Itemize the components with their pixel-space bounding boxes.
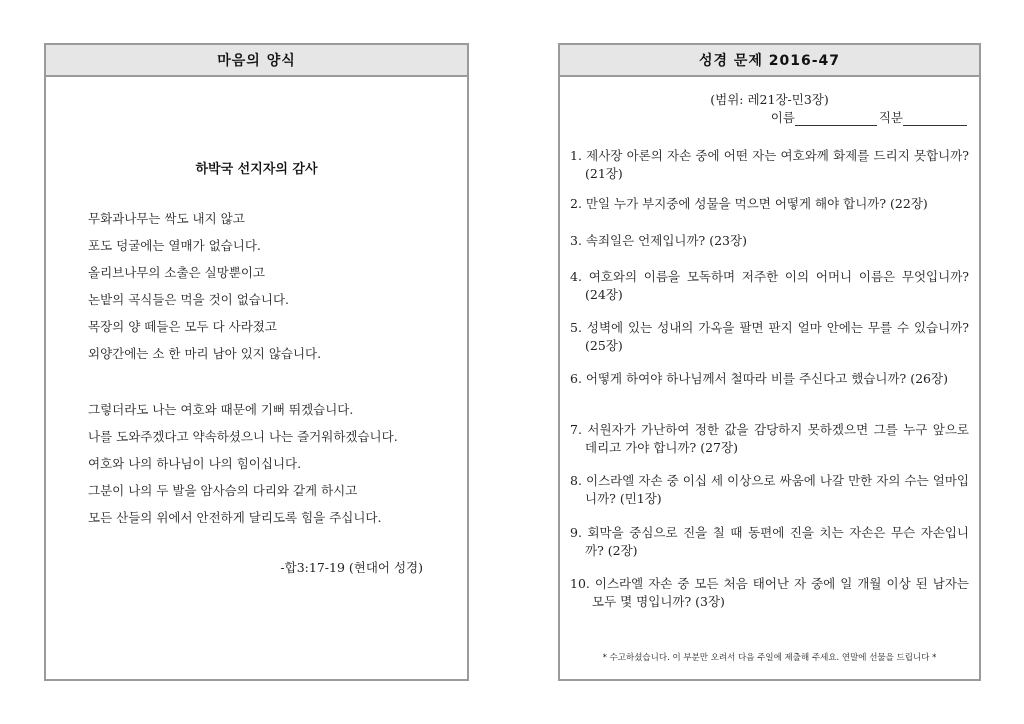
- poem-line: 여호와 나의 하나님이 나의 힘이십니다.: [88, 456, 302, 471]
- poem-line: 포도 덩굴에는 열매가 없습니다.: [88, 238, 261, 253]
- poem-line: 목장의 양 떼들은 모두 다 사라졌고: [88, 319, 277, 334]
- quiz-panel: [558, 43, 981, 681]
- poem-line: 모든 산들의 위에서 안전하게 달리도록 힘을 주십니다.: [88, 510, 382, 525]
- poem-line: 나를 도와주겠다고 약속하셨으니 나는 즐거워하겠습니다.: [88, 429, 398, 444]
- poem-line: 무화과나무는 싹도 내지 않고: [88, 211, 245, 226]
- question-item: 10. 이스라엘 자손 중 모든 처음 태어난 자 중에 일 개월 이상 된 남자는 모두 몇 명입니까? (3장): [570, 576, 969, 609]
- scripture-citation: -합3:17-19 (현대어 성경): [280, 560, 423, 575]
- devotion-panel: [44, 43, 469, 681]
- position-label: 직분: [878, 110, 903, 125]
- submission-note: * 수고하셨습니다. 이 부분만 오려서 다음 주일에 제출해 주세요. 연말에 선물을 드립니다 *: [602, 653, 937, 663]
- name-label: 이름: [770, 110, 795, 125]
- question-item: 7. 서원자가 가난하여 정한 값을 감당하지 못하겠으면 그를 누구 앞으로 데리고 가야 합니까? (27장): [570, 422, 969, 455]
- quiz-scope: (범위: 레21장-민3장): [710, 92, 829, 107]
- position-blank[interactable]: [903, 111, 967, 126]
- question-item: 1. 제사장 아론의 자손 중에 어떤 자는 여호와께 화제를 드리지 못합니까? (21장): [570, 148, 969, 181]
- poem-line: 외양간에는 소 한 마리 남아 있지 않습니다.: [88, 346, 322, 361]
- question-item: 4. 여호와의 이름을 모독하며 저주한 이의 어머니 이름은 무엇입니까? (24장): [570, 269, 969, 302]
- name-position-line: [771, 108, 967, 126]
- poem-line: 논밭의 곡식들은 먹을 것이 없습니다.: [88, 292, 289, 307]
- question-item: 2. 만일 누가 부지중에 성물을 먹으면 어떻게 해야 합니까? (22장): [570, 196, 928, 211]
- poem-line: 그렇더라도 나는 여호와 때문에 기뻐 뛰겠습니다.: [88, 402, 354, 417]
- question-item: 5. 성벽에 있는 성내의 가옥을 팔면 판지 얼마 안에는 무를 수 있습니까? (25장): [570, 320, 969, 353]
- quiz-header: 성경 문제 2016-47: [560, 45, 979, 77]
- name-blank[interactable]: [795, 111, 877, 126]
- poem-line: 올리브나무의 소출은 실망뿐이고: [88, 265, 265, 280]
- question-item: 6. 어떻게 하여야 하나님께서 철따라 비를 주신다고 했습니까? (26장): [570, 371, 948, 386]
- poem-title: 하박국 선지자의 감사: [195, 162, 318, 177]
- devotion-header: 마음의 양식: [46, 45, 467, 77]
- poem-stanza-1: [88, 209, 321, 371]
- question-item: 3. 속죄일은 언제입니까? (23장): [570, 233, 747, 248]
- poem-stanza-2: [88, 400, 398, 535]
- poem-line: 그분이 나의 두 발을 암사슴의 다리와 같게 하시고: [88, 483, 358, 498]
- question-item: 9. 회막을 중심으로 진을 칠 때 동편에 진을 치는 자손은 무슨 자손입니까? (2장): [570, 525, 969, 558]
- question-item: 8. 이스라엘 자손 중 이십 세 이상으로 싸움에 나갈 만한 자의 수는 얼마입니까? (민1장): [570, 473, 969, 506]
